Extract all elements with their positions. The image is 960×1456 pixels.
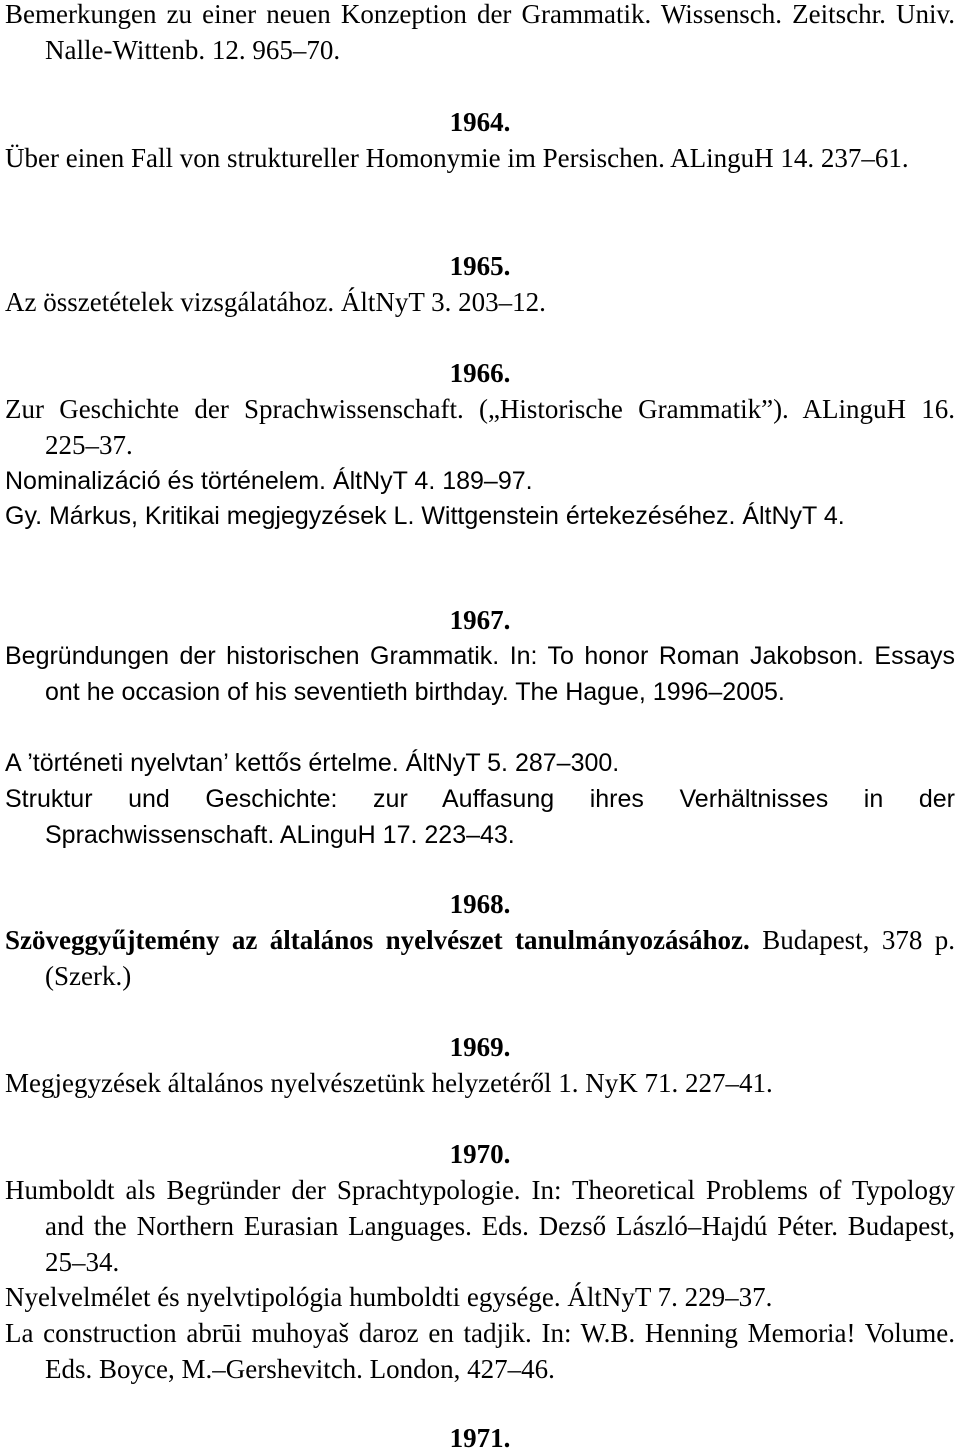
entry-rest: Budapest, 378 p. (Szerk.): [45, 925, 955, 991]
year-heading: 1969.: [449, 1032, 511, 1062]
bibliography-entry: A ’történeti nyelvtan’ kettős értelme. ÁltNyT 5. 287–300.: [5, 749, 620, 777]
year-heading: 1965.: [449, 251, 511, 281]
bibliography-entry: Begründungen der historischen Grammatik. In: To honor Roman Jakobson. Essays ont he occasion of his seventieth birthday. The Hague, 1996–2005.: [5, 642, 955, 706]
bibliography-entry: Megjegyzések általános nyelvészetünk helyzetéről 1. NyK 71. 227–41.: [5, 1068, 773, 1098]
bibliography-entry: Humboldt als Begründer der Sprachtypologie. In: Theoretical Problems of Typology and the Northern Eurasian Languages. Eds. Dezső László–Hajdú Péter. Budapest, 25–34.: [5, 1175, 955, 1277]
bibliography-entry: Zur Geschichte der Sprachwissenschaft. („Historische Grammatik”). ALinguH 16. 225–37.: [5, 394, 955, 460]
bibliography-entry: Az összetételek vizsgálatához. ÁltNyT 3. 203–12.: [5, 287, 546, 317]
year-heading: 1970.: [449, 1139, 511, 1169]
bibliography-entry: Gy. Márkus, Kritikai megjegyzések L. Wittgenstein értekezéséhez. ÁltNyT 4.: [5, 502, 845, 530]
bibliography-entry: Bemerkungen zu einer neuen Konzeption der Grammatik. Wissensch. Zeitschr. Univ. Nalle-Wittenb. 12. 965–70.: [5, 0, 955, 65]
year-heading: 1966.: [449, 358, 511, 388]
bibliography-entry: Struktur und Geschichte: zur Auffasung ihres Verhältnisses in der Sprachwissenschaft. ALinguH 17. 223–43.: [5, 785, 955, 849]
bibliography-entry: [5, 922, 955, 994]
year-heading: 1964.: [449, 107, 511, 137]
bibliography-entry: Über einen Fall von struktureller Homonymie im Persischen. ALinguH 14. 237–61.: [5, 143, 909, 173]
bibliography-entry: Nominalizáció és történelem. ÁltNyT 4. 189–97.: [5, 467, 533, 495]
bibliography-entry: Nyelvelmélet és nyelvtipológia humboldti egysége. ÁltNyT 7. 229–37.: [5, 1282, 773, 1312]
year-heading: 1971.: [449, 1423, 511, 1453]
year-heading: 1967.: [449, 605, 511, 635]
entry-title-bold: Szöveggyűjtemény az általános nyelvészet tanulmányozásához.: [5, 925, 750, 955]
bibliography-entry: La construction abrūi muhoyaš daroz en tadjik. In: W.B. Henning Memoria! Volume. Eds. Boyce, M.–Gershevitch. London, 427–46.: [5, 1318, 955, 1384]
year-heading: 1968.: [449, 889, 511, 919]
